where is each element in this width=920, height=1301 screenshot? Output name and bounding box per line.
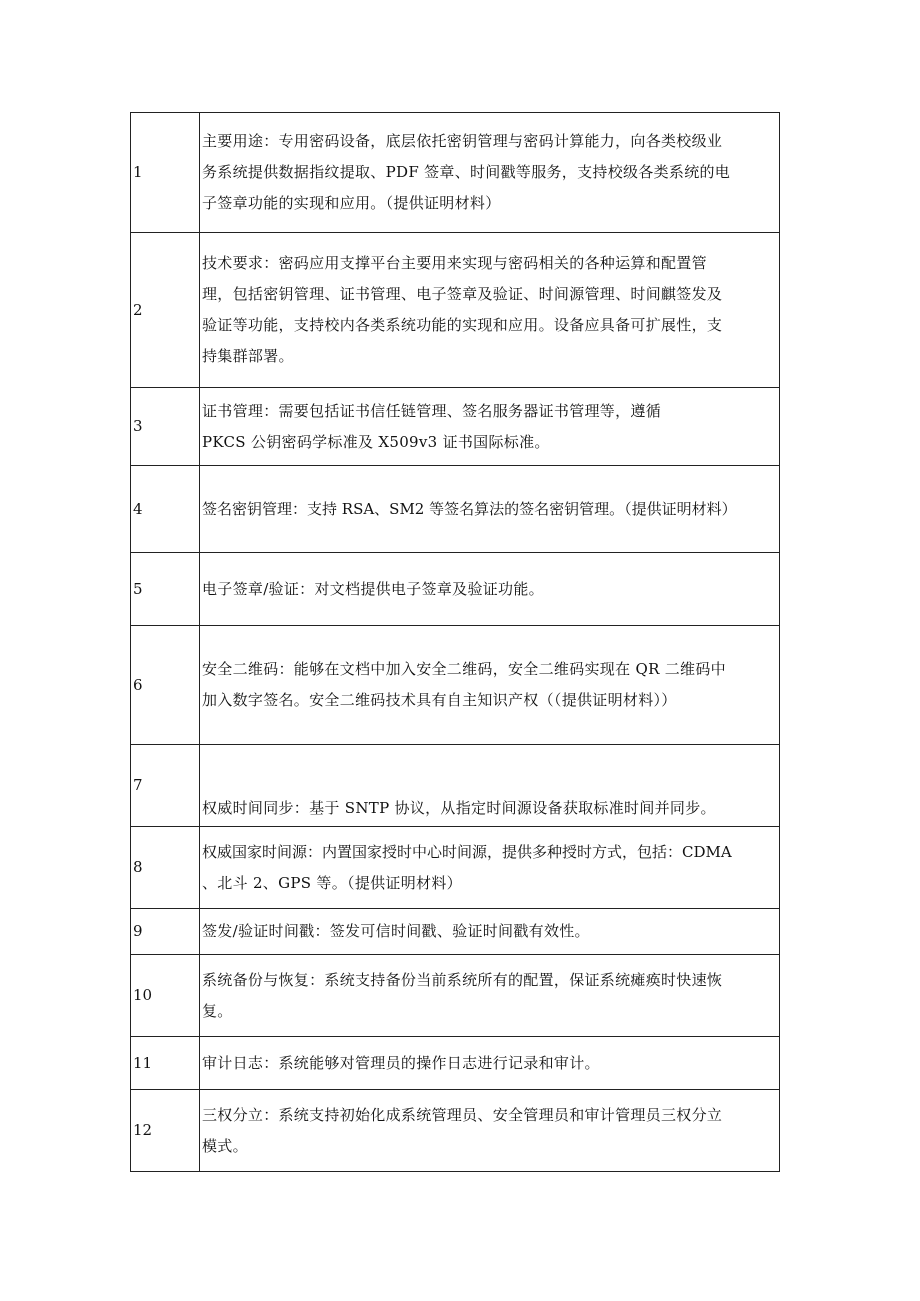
table-row [131,827,780,909]
desc-line: 模式。 [202,1136,248,1155]
desc-line: 务系统提供数据指纹提取、PDF 签章、时间戳等服务，支持校级各类系统的电 [202,163,731,181]
table-row [131,955,780,1037]
table-row [131,1090,780,1172]
desc-line: 权威国家时间源：内置国家授时中心时间源，提供多种授时方式，包括：CDMA [202,842,732,861]
row-number: 7 [131,745,200,827]
row-description [200,388,780,466]
table-row [131,1037,780,1090]
table-row [131,626,780,745]
desc-line: 验证等功能，支持校内各类系统功能的实现和应用。设备应具备可扩展性，支 [202,316,723,334]
row-number: 11 [131,1037,200,1090]
row-description [200,466,780,553]
row-description [200,1090,780,1172]
table-row [131,553,780,626]
row-description [200,909,780,955]
desc-line: 持集群部署。 [202,347,294,365]
row-number: 6 [131,626,200,745]
row-description [200,233,780,388]
table-row [131,233,780,388]
row-description [200,745,780,827]
desc-line: 子签章功能的实现和应用。（提供证明材料） [202,194,501,212]
desc-line: 证书管理：需要包括证书信任链管理、签名服务器证书管理等，遵循 [202,401,662,420]
row-description [200,827,780,909]
desc-line: 电子签章/验证：对文档提供电子签章及验证功能。 [202,579,544,598]
desc-line: 加入数字签名。安全二维码技术具有自主知识产权（（提供证明材料）） [202,691,677,709]
desc-line: 技术要求：密码应用支撑平台主要用来实现与密码相关的各种运算和配置管 [202,254,707,272]
desc-line: 签名密钥管理：支持 RSA、SM2 等签名算法的签名密钥管理。（提供证明材料） [202,499,737,518]
desc-line: 复。 [202,1001,233,1020]
table-row [131,909,780,955]
row-number: 3 [131,388,200,466]
desc-line: PKCS 公钥密码学标准及 X509v3 证书国际标准。 [202,432,550,451]
row-number: 9 [131,909,200,955]
desc-line: 权威时间同步：基于 SNTP 协议，从指定时间源设备获取标准时间并同步。 [202,799,716,817]
desc-line: 系统备份与恢复：系统支持备份当前系统所有的配置，保证系统瘫痪时快速恢 [202,970,723,989]
row-description [200,955,780,1037]
table-row [131,745,780,827]
spec-table [130,112,780,1172]
row-description [200,1037,780,1090]
row-number: 5 [131,553,200,626]
row-number: 4 [131,466,200,553]
row-number: 1 [131,113,200,233]
desc-line: 理，包括密钥管理、证书管理、电子签章及验证、时间源管理、时间麒签发及 [202,285,723,303]
row-number: 10 [131,955,200,1037]
desc-line: 主要用途：专用密码设备，底层依托密钥管理与密码计算能力，向各类校级业 [202,132,723,150]
table-row [131,113,780,233]
table-row [131,388,780,466]
desc-line: 安全二维码：能够在文档中加入安全二维码，安全二维码实现在 QR 二维码中 [202,660,726,678]
desc-line: 审计日志：系统能够对管理员的操作日志进行记录和审计。 [202,1053,600,1072]
desc-line: 签发/验证时间戳：签发可信时间戳、验证时间戳有效性。 [202,922,590,940]
row-description [200,113,780,233]
row-description [200,626,780,745]
desc-line: 三权分立：系统支持初始化成系统管理员、安全管理员和审计管理员三权分立 [202,1105,723,1124]
row-number: 2 [131,233,200,388]
row-number: 8 [131,827,200,909]
row-number: 12 [131,1090,200,1172]
row-description [200,553,780,626]
table-row [131,466,780,553]
desc-line: 、北斗 2、GPS 等。（提供证明材料） [202,873,462,892]
